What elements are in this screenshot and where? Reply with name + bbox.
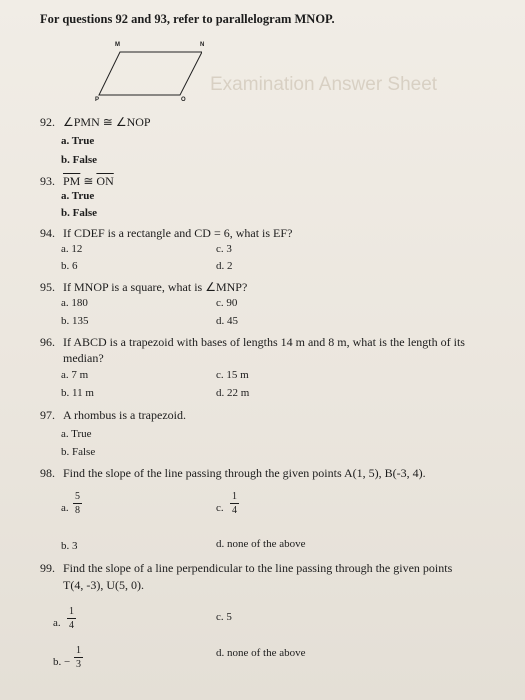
vertex-label-o: O: [181, 97, 186, 103]
q99-option-a-fraction: [67, 606, 76, 631]
q94-text: If CDEF is a rectangle and CD = 6, what is EF?: [63, 226, 293, 240]
q94-option-d[interactable]: d. 2: [216, 260, 233, 272]
q93-option-b[interactable]: b. False: [61, 207, 98, 219]
vertex-label-n: N: [200, 42, 205, 48]
q96-option-c[interactable]: c. 15 m: [216, 369, 249, 381]
parallelogram-diagram: [92, 42, 205, 109]
q99-option-c[interactable]: c. 5: [216, 611, 232, 623]
q98-number: 98.: [40, 466, 55, 480]
q98-option-c-label[interactable]: c.: [216, 502, 224, 514]
vertex-label-m: M: [115, 42, 120, 48]
q93-segment-pm: $\overline{PM}$: [63, 174, 81, 188]
q96-text-line1: If ABCD is a trapezoid with bases of lengths 14 m and 8 m, what is the length of its: [63, 335, 465, 349]
q92-number: 92.: [40, 115, 55, 129]
q99-number: 99.: [40, 561, 55, 575]
q93-option-a[interactable]: a. True: [61, 190, 95, 202]
q98-option-c-fraction: [230, 491, 239, 516]
q99-b-denominator: 3: [76, 659, 81, 670]
q95-option-c[interactable]: c. 90: [216, 297, 238, 309]
q99-option-b-fraction: [74, 645, 83, 670]
q92-text: ∠PMN ≅ ∠NOP: [63, 115, 151, 129]
q99-text-line1: Find the slope of a line perpendicular to the line passing through the given points: [63, 561, 453, 575]
q99-option-d[interactable]: d. none of the above: [216, 647, 306, 659]
q98-text: Find the slope of the line passing through the given points A(1, 5), B(-3, 4).: [63, 466, 426, 480]
q97-option-b[interactable]: b. False: [61, 446, 96, 458]
q94-option-a[interactable]: a. 12: [61, 243, 83, 255]
q95-option-a[interactable]: a. 180: [61, 297, 88, 309]
q99-option-a-label[interactable]: a.: [53, 617, 61, 629]
q99-text-line2: T(4, -3), U(5, 0).: [63, 578, 144, 592]
instructions-header: For questions 92 and 93, refer to parallelogram MNOP.: [40, 12, 335, 26]
q97-number: 97.: [40, 408, 55, 422]
q96-option-b[interactable]: b. 11 m: [61, 387, 94, 399]
q99-b-numerator: 1: [76, 645, 81, 656]
q96-number: 96.: [40, 335, 55, 349]
fraction-bar: [67, 618, 76, 619]
q99-a-denominator: 4: [69, 620, 74, 631]
q95-number: 95.: [40, 280, 55, 294]
parallelogram-figure: [92, 42, 205, 104]
q99-a-numerator: 1: [69, 606, 74, 617]
watermark: Examination Answer Sheet: [210, 74, 438, 95]
fraction-bar: [73, 503, 82, 504]
q94-option-c[interactable]: c. 3: [216, 243, 232, 255]
q96-option-a[interactable]: a. 7 m: [61, 369, 89, 381]
q93-congruent-symbol: ≅: [83, 174, 94, 188]
q98-option-a-label[interactable]: a.: [61, 502, 69, 514]
fraction-bar: [230, 503, 239, 504]
q93-number: 93.: [40, 174, 55, 188]
vertex-label-p: P: [95, 97, 100, 103]
q98-c-numerator: 1: [232, 491, 237, 502]
fraction-bar: [74, 657, 83, 658]
q94-option-b[interactable]: b. 6: [61, 260, 78, 272]
q98-a-numerator: 5: [75, 491, 80, 502]
q93-text: [63, 174, 114, 189]
q96-text-line2: median?: [63, 351, 104, 365]
q98-a-denominator: 8: [75, 505, 80, 516]
q93-segment-on: $\overline{ON}$: [96, 174, 114, 188]
q92-option-b[interactable]: b. False: [61, 154, 98, 166]
q98-c-denominator: 4: [232, 505, 237, 516]
q92-option-a[interactable]: a. True: [61, 135, 95, 147]
q94-number: 94.: [40, 226, 55, 240]
q95-option-d[interactable]: d. 45: [216, 315, 238, 327]
q98-option-a-fraction: [73, 491, 82, 516]
q98-option-d[interactable]: d. none of the above: [216, 538, 306, 550]
q99-option-b-label[interactable]: b. −: [53, 656, 71, 668]
q95-text: If MNOP is a square, what is ∠MNP?: [63, 280, 248, 294]
q97-text: A rhombus is a trapezoid.: [63, 408, 186, 422]
q95-option-b[interactable]: b. 135: [61, 315, 89, 327]
q98-option-b[interactable]: b. 3: [61, 540, 78, 552]
q97-option-a[interactable]: a. True: [61, 428, 92, 440]
q96-option-d[interactable]: d. 22 m: [216, 387, 250, 399]
